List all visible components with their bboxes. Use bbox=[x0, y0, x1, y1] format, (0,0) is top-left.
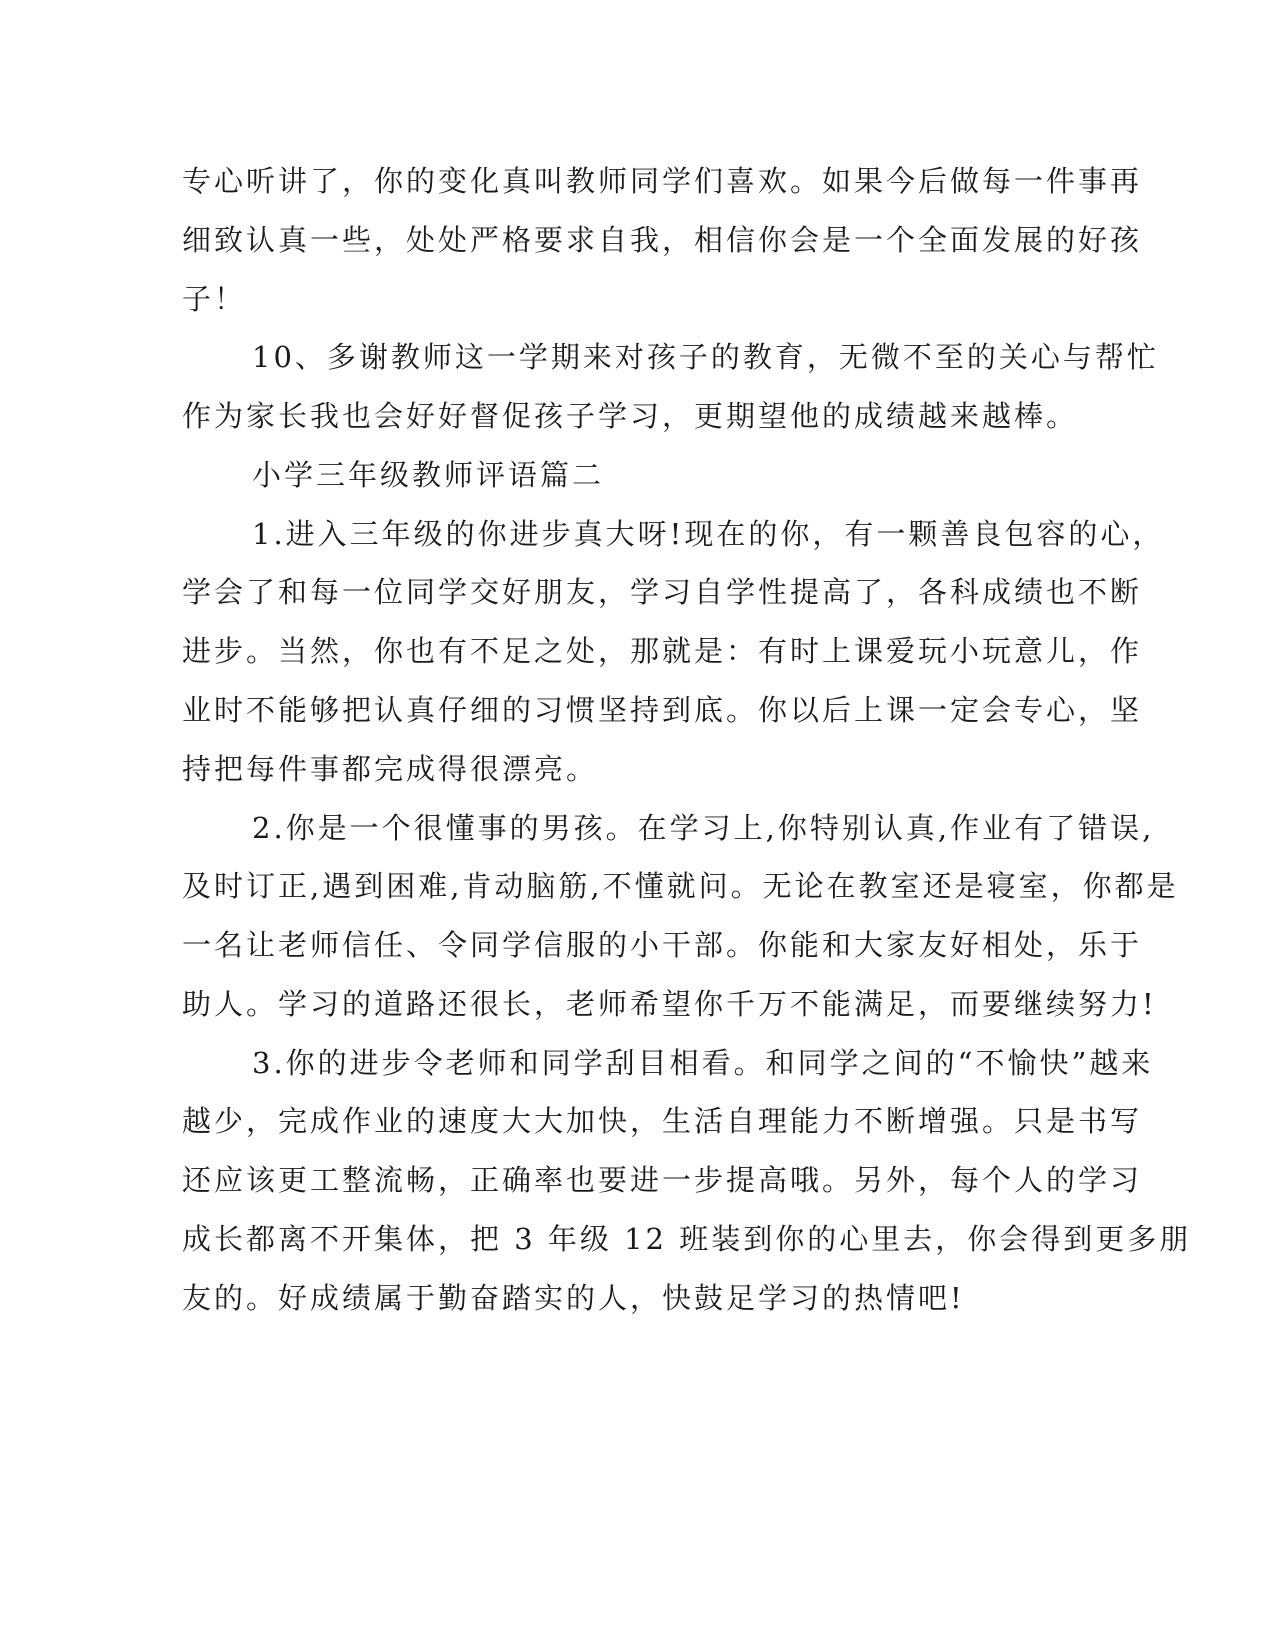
text-line: 1.进入三年级的你进步真大呀!现在的你，有一颗善良包容的心， bbox=[252, 517, 1165, 551]
text-line: 持把每件事都完成得很漂亮。 bbox=[182, 752, 599, 786]
text-line: 越少，完成作业的速度大大加快，生活自理能力不断增强。只是书写 bbox=[182, 1104, 1143, 1138]
text-line: 专心听讲了，你的变化真叫教师同学们喜欢。如果今后做每一件事再 bbox=[182, 164, 1143, 198]
text-line: 2.你是一个很懂事的男孩。在学习上,你特别认真,作业有了错误, bbox=[252, 811, 1155, 845]
text-line: 子！ bbox=[182, 282, 247, 316]
section-heading: 小学三年级教师评语篇二 bbox=[252, 458, 605, 492]
text-line: 一名让老师信任、令同学信服的小干部。你能和大家友好相处，乐于 bbox=[182, 928, 1143, 962]
text-line: 友的。好成绩属于勤奋踏实的人，快鼓足学习的热情吧! bbox=[182, 1281, 965, 1315]
text-line: 作为家长我也会好好督促孩子学习，更期望他的成绩越来越棒。 bbox=[182, 399, 1079, 433]
text-line: 细致认真一些，处处严格要求自我，相信你会是一个全面发展的好孩 bbox=[182, 223, 1143, 257]
text-line: 进步。当然，你也有不足之处，那就是：有时上课爱玩小玩意儿，作 bbox=[182, 634, 1143, 668]
text-line: 还应该更工整流畅，正确率也要进一步提高哦。另外，每个人的学习 bbox=[182, 1163, 1143, 1197]
text-line: 业时不能够把认真仔细的习惯坚持到底。你以后上课一定会专心，坚 bbox=[182, 693, 1143, 727]
text-line: 学会了和每一位同学交好朋友，学习自学性提高了，各科成绩也不断 bbox=[182, 575, 1143, 609]
text-line: 成长都离不开集体，把 3 年级 12 班装到你的心里去，你会得到更多朋 bbox=[182, 1222, 1192, 1256]
text-line: 及时订正,遇到困难,肯动脑筋,不懂就问。无论在教室还是寝室，你都是 bbox=[182, 869, 1179, 903]
text-line: 3.你的进步令老师和同学刮目相看。和同学之间的“不愉快”越来 bbox=[252, 1046, 1154, 1080]
text-line: 10、多谢教师这一学期来对孩子的教育，无微不至的关心与帮忙 bbox=[252, 340, 1159, 374]
text-line: 助人。学习的道路还很长，老师希望你千万不能满足，而要继续努力! bbox=[182, 987, 1157, 1021]
